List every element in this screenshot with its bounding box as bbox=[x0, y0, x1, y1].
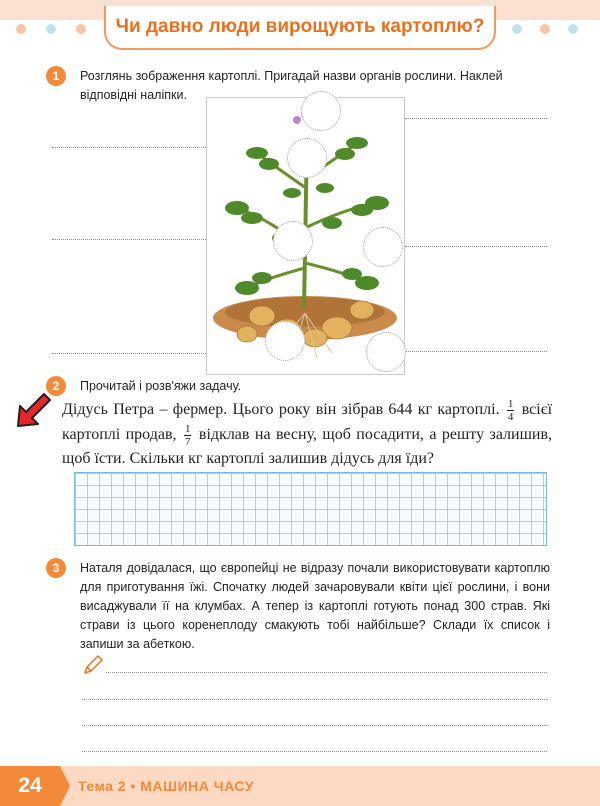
page-title: Чи давно люди вирощують картоплю? bbox=[115, 16, 485, 37]
task3-text: Наталя довідалася, що європейці не відразу почали використовувати картоплю для приготування їжі. Спочатку людей зачаровували квіти цієї рослини, і вони висаджували її на клумбах. А тепер із картоплі готують понад 300 страв. Які страви із цього коренеплоду смакують тобі найбільше? Склади їх список і запиши за абеткою. bbox=[80, 561, 550, 651]
fraction-one-seventh bbox=[184, 423, 192, 448]
fraction-denominator: 7 bbox=[184, 436, 191, 448]
task1-text: Розглянь зображення картоплі. Пригадай назви органів рослини. Наклей відповідні наліпки. bbox=[80, 69, 503, 102]
writing-line[interactable] bbox=[82, 725, 547, 726]
writing-line[interactable] bbox=[82, 751, 547, 752]
page-title-box bbox=[104, 6, 496, 50]
writing-line[interactable] bbox=[106, 672, 547, 673]
footer-theme: Тема 2 • МАШИНА ЧАСУ bbox=[78, 778, 255, 794]
pencil-icon bbox=[82, 654, 104, 676]
task2-problem bbox=[62, 398, 552, 469]
task-number-badge: 1 bbox=[46, 66, 66, 86]
task2-instruction: Прочитай і розв'яжи задачу. bbox=[80, 379, 242, 393]
task-number-badge: 3 bbox=[46, 558, 66, 578]
fraction-one-quarter bbox=[507, 398, 515, 423]
sticker-placeholder bbox=[366, 332, 406, 372]
sticker-placeholder bbox=[363, 227, 403, 267]
writing-line[interactable] bbox=[82, 699, 547, 700]
fraction-denominator: 4 bbox=[507, 411, 514, 423]
page-number-tab bbox=[60, 766, 70, 806]
sticker-placeholder bbox=[301, 91, 341, 131]
fraction-numerator: 1 bbox=[184, 423, 191, 435]
sticker-placeholder bbox=[265, 321, 305, 361]
sticker-placeholder bbox=[273, 221, 313, 261]
sticker-placeholder bbox=[287, 138, 327, 178]
answer-grid[interactable] bbox=[74, 472, 547, 546]
fraction-numerator: 1 bbox=[507, 398, 514, 410]
label-line bbox=[405, 351, 547, 352]
label-line bbox=[52, 147, 208, 148]
label-line bbox=[52, 239, 208, 240]
task-number-badge: 2 bbox=[46, 376, 66, 396]
task2-text-part3: відклав на весну, щоб посадити, а решту залишив, щоб їсти. Скільки кг картоплі залишив дідусь для їди? bbox=[62, 426, 553, 467]
arrow-icon bbox=[14, 390, 52, 430]
task2-text-part1: Дідусь Петра – фермер. Цього року він зібрав 644 кг картоплі. bbox=[62, 401, 500, 419]
label-line bbox=[405, 118, 547, 119]
label-line bbox=[405, 246, 547, 247]
task2-text-part2: всієї картоплі продав, bbox=[62, 401, 553, 444]
label-line bbox=[52, 353, 208, 354]
page-number: 24 bbox=[0, 766, 60, 806]
